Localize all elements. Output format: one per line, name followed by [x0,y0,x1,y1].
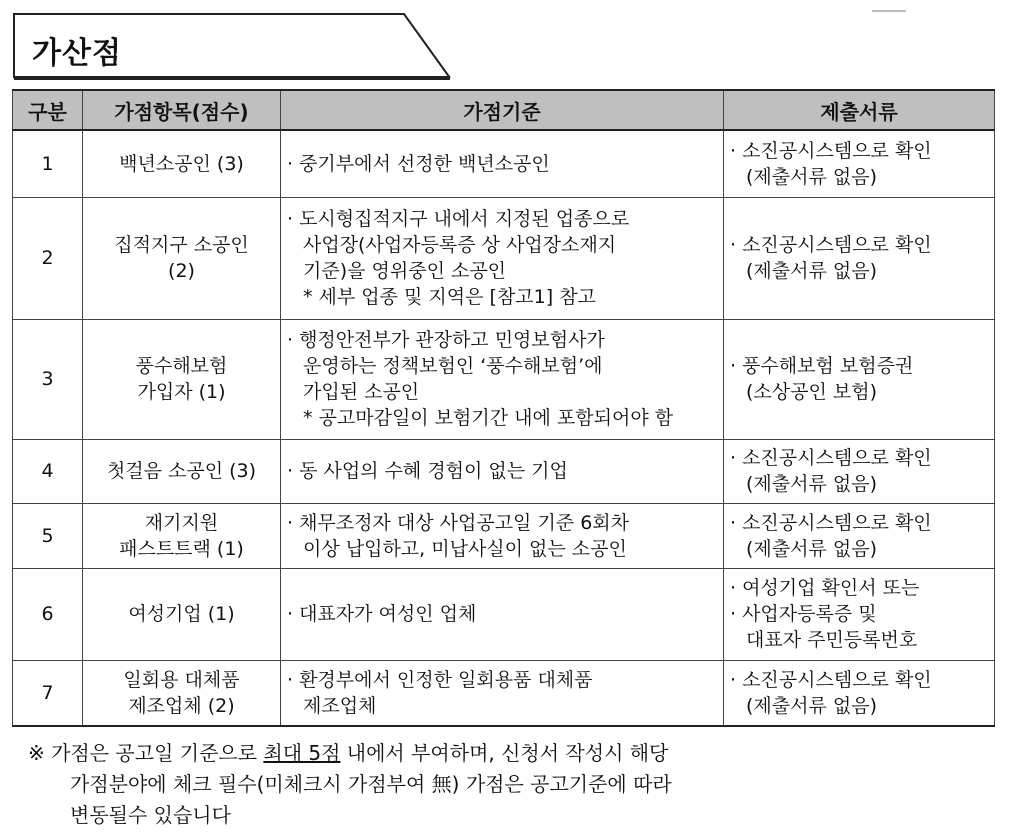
row-number: 4 [13,439,83,503]
bonus-item: 여성기업 (1) [83,568,281,660]
header-item: 가점항목(점수) [83,90,281,130]
max-points-emphasis: 최대 5점 [263,741,341,765]
table-header-row [13,90,995,130]
required-documents: · 소진공시스템으로 확인 (제출서류 없음) [724,197,995,319]
bonus-item: 풍수해보험 가입자 (1) [83,319,281,439]
row-number: 6 [13,568,83,660]
bonus-item: 첫걸음 소공인 (3) [83,439,281,503]
top-decoration-line [872,10,906,12]
footnote-line-3: 변동될수 있습니다 [70,803,231,827]
required-documents: · 여성기업 확인서 또는 · 사업자등록증 및 대표자 주민등록번호 [724,568,995,660]
required-documents: · 소진공시스템으로 확인 (제출서류 없음) [724,503,995,568]
table-row [13,568,995,660]
table-row [13,319,995,439]
bonus-item: 재기지원 패스트트랙 (1) [83,503,281,568]
footnote [28,738,988,831]
bonus-criteria: · 동 사업의 수혜 경험이 없는 기업 [281,439,724,503]
row-number: 2 [13,197,83,319]
header-documents: 제출서류 [724,90,995,130]
bonus-criteria: · 중기부에서 선정한 백년소공인 [281,130,724,197]
bonus-points-table [12,89,995,727]
table-row [13,660,995,726]
bonus-item: 집적지구 소공인 (2) [83,197,281,319]
header-criteria: 가점기준 [281,90,724,130]
header-category: 구분 [13,90,83,130]
bonus-criteria: · 행정안전부가 관장하고 민영보험사가 운영하는 정책보험인 ‘풍수해보험’에 가입된 소공인 * 공고마감일이 보험기간 내에 포함되어야 함 [281,319,724,439]
row-number: 5 [13,503,83,568]
bonus-item: 일회용 대체품 제조업체 (2) [83,660,281,726]
table-row [13,197,995,319]
footnote-line-2: 가점분야에 체크 필수(미체크시 가점부여 無) 가점은 공고기준에 따라 [70,772,672,796]
bonus-item: 백년소공인 (3) [83,130,281,197]
section-title: 가산점 [32,36,122,71]
table-row [13,503,995,568]
required-documents: · 소진공시스템으로 확인 (제출서류 없음) [724,130,995,197]
required-documents: · 풍수해보험 보험증권 (소상공인 보험) [724,319,995,439]
row-number: 7 [13,660,83,726]
bonus-criteria: · 도시형집적지구 내에서 지정된 업종으로 사업장(사업자등록증 상 사업장소재지 기준)을 영위중인 소공인 * 세부 업종 및 지역은 [참고1] 참고 [281,197,724,319]
bonus-criteria: · 채무조정자 대상 사업공고일 기준 6회차 이상 납입하고, 미납사실이 없는 소공인 [281,503,724,568]
required-documents: · 소진공시스템으로 확인 (제출서류 없음) [724,660,995,726]
required-documents: · 소진공시스템으로 확인 (제출서류 없음) [724,439,995,503]
row-number: 3 [13,319,83,439]
table-row [13,439,995,503]
bonus-criteria: · 대표자가 여성인 업체 [281,568,724,660]
table-row [13,130,995,197]
bonus-criteria: · 환경부에서 인정한 일회용품 대체품 제조업체 [281,660,724,726]
footnote-line-1: ※ 가점은 공고일 기준으로 최대 5점 내에서 부여하며, 신청서 작성시 해당 [28,741,669,765]
row-number: 1 [13,130,83,197]
